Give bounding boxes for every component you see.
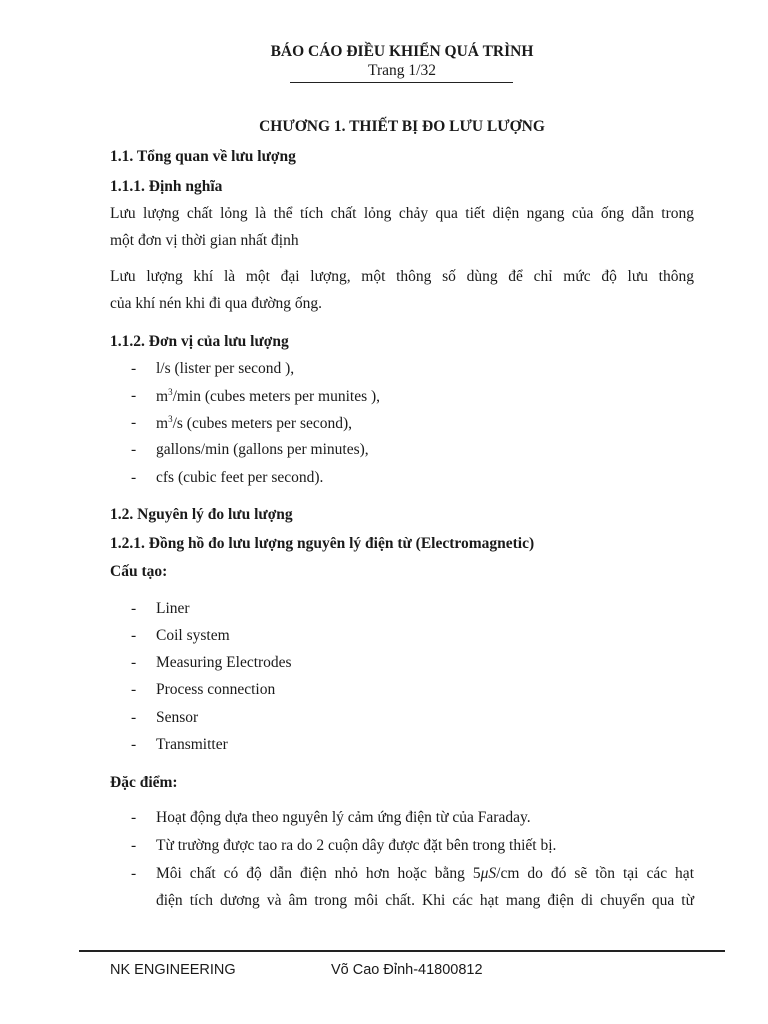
bullet-dash: - [131, 469, 137, 486]
bullet-dash: - [131, 441, 137, 458]
section-heading-1-1-2: 1.1.2. Đơn vị của lưu lượng [110, 333, 289, 350]
list-item-continuation: điện tích dương và âm trong môi chất. Khi các hạt mang điện di chuyển qua từ [156, 892, 694, 909]
bullet-dash: - [131, 681, 137, 698]
list-item: Từ trường được tao ra do 2 cuộn dây được đặt bên trong thiết bị. [156, 837, 557, 854]
subheading-cau-tao: Cấu tạo: [110, 563, 168, 580]
bullet-dash: - [131, 387, 137, 404]
section-heading-1-2: 1.2. Nguyên lý đo lưu lượng [110, 506, 293, 523]
bullet-dash: - [131, 709, 137, 726]
list-item: Môi chất có độ dẫn điện nhỏ hơn hoặc bằng 5μS/cm do đó sẽ tồn tại các hạt [156, 865, 694, 882]
section-heading-1-1: 1.1. Tổng quan về lưu lượng [110, 148, 296, 165]
paragraph-1-line-1: Lưu lượng chất lỏng là thể tích chất lỏng chảy qua tiết diện ngang của ống dẫn trong [110, 205, 694, 222]
footer-rule [79, 950, 725, 952]
footer-author: Võ Cao Đỉnh-41800812 [331, 962, 483, 978]
list-item: $m^3/\min$ (cubes meters per munites ), [156, 387, 381, 405]
bullet-dash: - [131, 627, 137, 644]
bullet-dash: - [131, 600, 137, 617]
bullet-dash: - [131, 865, 137, 882]
bullet-dash: - [131, 837, 137, 854]
paragraph-1-line-2: một đơn vị thời gian nhất định [110, 232, 299, 249]
list-item: Measuring Electrodes [156, 654, 292, 671]
footer-company: NK ENGINEERING [110, 962, 236, 978]
list-item: Process connection [156, 681, 276, 698]
bullet-dash: - [131, 809, 137, 826]
paragraph-2-line-2: của khí nén khi đi qua đường ống. [110, 295, 323, 312]
section-heading-1-1-1: 1.1.1. Định nghĩa [110, 178, 223, 195]
list-item: Hoạt động dựa theo nguyên lý cảm ứng điện từ của Faraday. [156, 809, 531, 826]
chapter-title: CHƯƠNG 1. THIẾT BỊ ĐO LƯU LƯỢNG [259, 118, 545, 135]
bullet-dash: - [131, 360, 137, 377]
list-item: Sensor [156, 709, 199, 726]
list-item: gallons/min (gallons per minutes), [156, 441, 369, 458]
header-page-number: Trang 1/32 [368, 62, 436, 79]
bullet-dash: - [131, 414, 137, 431]
list-item: Liner [156, 600, 190, 617]
header-rule [290, 82, 513, 83]
bullet-dash: - [131, 736, 137, 753]
list-item: l/s (lister per second ), [156, 360, 295, 377]
list-item: Transmitter [156, 736, 228, 753]
paragraph-2-line-1: Lưu lượng khí là một đại lượng, một thông số dùng để chỉ mức độ lưu thông [110, 268, 694, 285]
bullet-dash: - [131, 654, 137, 671]
subheading-dac-diem: Đặc điểm: [110, 774, 178, 791]
header-title: BÁO CÁO ĐIỀU KHIỂN QUÁ TRÌNH [270, 43, 534, 60]
list-item: cfs (cubic feet per second). [156, 469, 324, 486]
list-item: $m^3/s$ (cubes meters per second), [156, 414, 353, 432]
section-heading-1-2-1: 1.2.1. Đồng hồ đo lưu lượng nguyên lý điện từ (Electromagnetic) [110, 535, 535, 552]
list-item: Coil system [156, 627, 230, 644]
